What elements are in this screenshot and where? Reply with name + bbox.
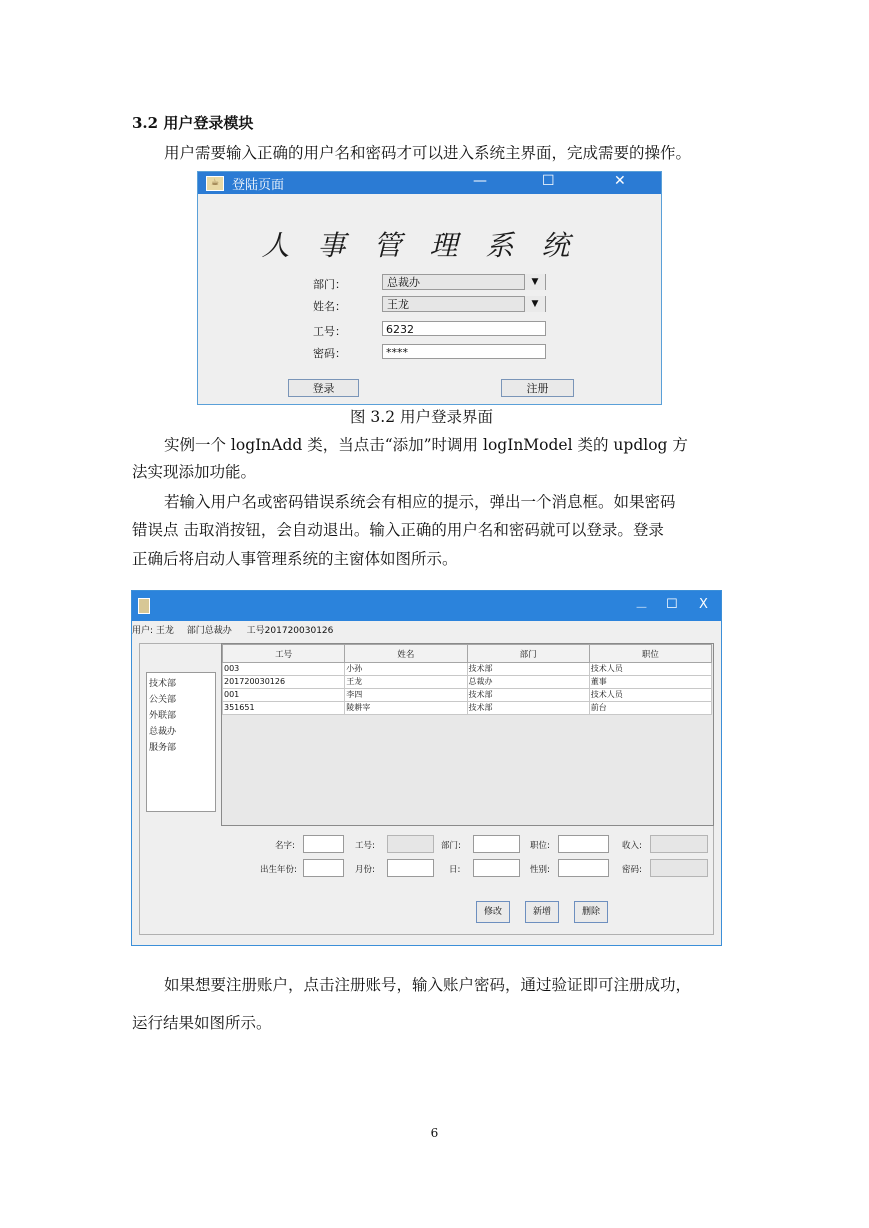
- income-field[interactable]: [650, 835, 708, 853]
- id-field[interactable]: [387, 835, 434, 853]
- paragraph-4-line-2: 运行结果如图所示。: [132, 1014, 272, 1032]
- column-header-name[interactable]: 姓名: [345, 645, 467, 663]
- chevron-down-icon[interactable]: ▼: [524, 274, 545, 290]
- gender-field-label: 性别:: [530, 865, 550, 875]
- table-cell: 003: [223, 663, 345, 676]
- month-field-label: 月份:: [355, 865, 375, 875]
- delete-button[interactable]: 删除: [574, 901, 608, 923]
- main-titlebar: [132, 591, 721, 621]
- user-info: 用户: 王龙: [132, 626, 174, 636]
- table-cell: 技术部: [467, 689, 589, 702]
- table-cell: 前台: [589, 702, 711, 715]
- register-button[interactable]: 注册: [501, 379, 574, 397]
- table-row[interactable]: [223, 663, 712, 676]
- table-row[interactable]: [223, 702, 712, 715]
- birth-year-field[interactable]: [303, 859, 344, 877]
- login-window-title: 登陆页面: [232, 178, 285, 193]
- password-input[interactable]: ****: [382, 344, 546, 359]
- gender-field[interactable]: [558, 859, 609, 877]
- table-cell: 董事: [589, 676, 711, 689]
- table-cell: 001: [223, 689, 345, 702]
- table-cell: 技术人员: [589, 663, 711, 676]
- table-cell: 351651: [223, 702, 345, 715]
- dept-info: 部门总裁办: [186, 626, 232, 636]
- table-row[interactable]: [223, 689, 712, 702]
- close-icon[interactable]: ✕: [614, 173, 626, 189]
- paragraph-4-line-1: 如果想要注册账户，点击注册账号，输入账户密码，通过验证即可注册成功，: [164, 976, 692, 994]
- password-field[interactable]: [650, 859, 708, 877]
- list-item[interactable]: 服务部: [149, 743, 177, 753]
- minimize-icon[interactable]: —: [473, 173, 487, 189]
- id-info: 工号201720030126: [246, 626, 334, 636]
- employee-table: [221, 643, 714, 826]
- id-input[interactable]: 6232: [382, 321, 546, 336]
- page-number: 6: [430, 1126, 439, 1140]
- paragraph-3-line-1: 若输入用户名或密码错误系统会有相应的提示，弹出一个消息框。如果密码: [164, 493, 676, 511]
- system-title: 人事管理系统: [261, 229, 598, 262]
- dept-field[interactable]: [473, 835, 520, 853]
- column-header-dept[interactable]: 部门: [467, 645, 589, 663]
- table-cell: 李四: [345, 689, 467, 702]
- main-window-screenshot: [131, 590, 722, 946]
- close-icon[interactable]: X: [699, 597, 708, 612]
- password-field-label: 密码:: [622, 865, 642, 875]
- table-cell: 技术部: [467, 663, 589, 676]
- id-label: 工号：: [313, 325, 346, 338]
- intro-paragraph: 用户需要输入正确的用户名和密码才可以进入系统主界面，完成需要的操作。: [164, 144, 692, 162]
- app-icon: [138, 598, 150, 614]
- paragraph-3-line-2: 错误点 击取消按钮，会自动退出。输入正确的用户名和密码就可以登录。登录: [132, 521, 664, 539]
- name-select-value: 王龙: [387, 298, 409, 311]
- table-cell: 小孙: [345, 663, 467, 676]
- maximize-icon[interactable]: ☐: [542, 173, 555, 189]
- position-field-label: 职位:: [530, 841, 550, 851]
- table-cell: 技术人员: [589, 689, 711, 702]
- table-cell: 王龙: [345, 676, 467, 689]
- figure-caption: 图 3.2 用户登录界面: [350, 408, 494, 426]
- department-list[interactable]: [146, 672, 216, 812]
- table-cell: 总裁办: [467, 676, 589, 689]
- position-field[interactable]: [558, 835, 609, 853]
- table-cell: 陵耕宰: [345, 702, 467, 715]
- day-field-label: 日:: [449, 865, 461, 875]
- dept-field-label: 部门:: [441, 841, 461, 851]
- table-cell: 技术部: [467, 702, 589, 715]
- paragraph-3-line-3: 正确后将启动人事管理系统的主窗体如图所示。: [132, 550, 458, 568]
- chevron-down-icon[interactable]: ▼: [524, 296, 545, 312]
- dept-select[interactable]: [382, 274, 546, 290]
- paragraph-2-line-2: 法实现添加功能。: [132, 463, 257, 481]
- column-header-position[interactable]: 职位: [589, 645, 711, 663]
- minimize-icon[interactable]: －: [635, 601, 649, 616]
- list-item[interactable]: 总裁办: [149, 727, 177, 737]
- month-field[interactable]: [387, 859, 434, 877]
- income-field-label: 收入:: [622, 841, 642, 851]
- table-header-row: [223, 645, 712, 663]
- day-field[interactable]: [473, 859, 520, 877]
- name-label: 姓名：: [313, 300, 346, 313]
- login-window-screenshot: [197, 171, 662, 405]
- list-item[interactable]: 外联部: [149, 711, 177, 721]
- login-titlebar: [198, 172, 661, 194]
- birth-year-field-label: 出生年份:: [260, 865, 297, 875]
- app-icon: ☕: [206, 176, 224, 191]
- login-button[interactable]: 登录: [288, 379, 359, 397]
- password-label: 密码：: [313, 347, 346, 360]
- list-item[interactable]: 公关部: [149, 695, 177, 705]
- table-row[interactable]: [223, 676, 712, 689]
- list-item[interactable]: 技术部: [149, 679, 177, 689]
- dept-select-value: 总裁办: [387, 276, 420, 289]
- maximize-icon[interactable]: ☐: [666, 597, 678, 612]
- paragraph-2-line-1: 实例一个 logInAdd 类，当点击“添加”时调用 logInModel 类的 updlog 方: [164, 436, 688, 454]
- column-header-id[interactable]: 工号: [223, 645, 345, 663]
- user-info-bar: [132, 623, 333, 636]
- add-button[interactable]: 新增: [525, 901, 559, 923]
- section-heading: 3.2 用户登录模块: [132, 114, 254, 132]
- id-field-label: 工号:: [355, 841, 375, 851]
- dept-label: 部门：: [313, 278, 346, 291]
- name-select[interactable]: [382, 296, 546, 312]
- table-cell: 201720030126: [223, 676, 345, 689]
- name-field-label: 名字:: [275, 841, 295, 851]
- modify-button[interactable]: 修改: [476, 901, 510, 923]
- name-field[interactable]: [303, 835, 344, 853]
